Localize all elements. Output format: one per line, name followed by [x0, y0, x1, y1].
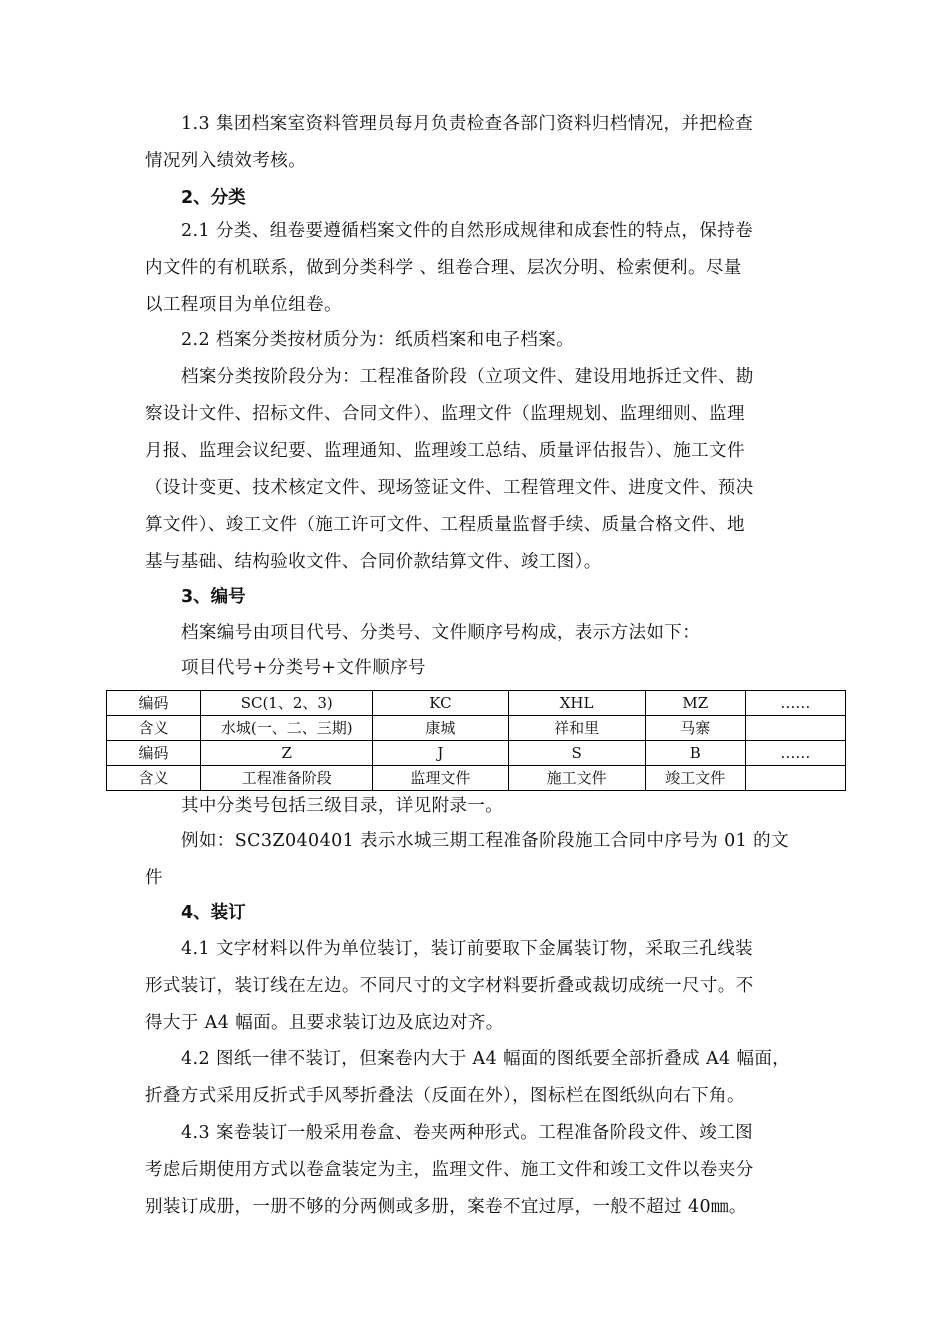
table-row [107, 691, 846, 716]
table-cell: XHL [508, 691, 645, 716]
text-line: 2.2 档案分类按材质分为：纸质档案和电子档案。 [181, 330, 574, 350]
text-line: 档案编号由项目代号、分类号、文件顺序号构成，表示方法如下： [181, 623, 701, 643]
paragraph-4-1 [145, 931, 815, 1042]
table-cell: 祥和里 [508, 716, 645, 741]
table-row [107, 716, 846, 741]
section-heading-binding: 4、装订 [181, 903, 246, 923]
section-heading-numbering: 3、编号 [181, 587, 246, 607]
text-line: 考虑后期使用方式以卷盒装定为主，监理文件、施工文件和竣工文件以卷夹分 [145, 1160, 754, 1180]
text-line: 情况列入绩效考核。 [145, 151, 307, 171]
text-line: 察设计文件、招标文件、合同文件）、监理文件（监理规划、监理细则、监理 [145, 404, 745, 424]
text-line: 例如：SC3Z040401 表示水城三期工程准备阶段施工合同中序号为 01 的文 [181, 831, 789, 851]
table-cell: B [645, 741, 745, 766]
table-row [107, 766, 846, 791]
text-line: （设计变更、技术核定文件、现场签证文件、工程管理文件、进度文件、预决 [145, 478, 754, 498]
table-cell: SC(1、2、3) [201, 691, 373, 716]
table-cell: MZ [645, 691, 745, 716]
section-heading-classification: 2、分类 [181, 188, 246, 208]
table-cell [745, 716, 845, 741]
table-cell: 康城 [373, 716, 508, 741]
table-cell [745, 766, 845, 791]
text-line: 别装订成册，一册不够的分两侧或多册，案卷不宜过厚，一般不超过 40㎜。 [145, 1197, 747, 1217]
table-cell: 含义 [107, 716, 201, 741]
paragraph-stage-classification [145, 359, 815, 581]
text-line: 4.3 案卷装订一般采用卷盒、卷夹两种形式。工程准备阶段文件、竣工图 [181, 1123, 753, 1143]
text-line: 月报、监理会议纪要、监理通知、监理竣工总结、质量评估报告）、施工文件 [145, 441, 745, 461]
table-cell: J [373, 741, 508, 766]
table-cell: 水城(一、二、三期) [201, 716, 373, 741]
paragraph-2-2 [145, 322, 815, 359]
table-cell: 竣工文件 [645, 766, 745, 791]
text-line: 件 [145, 868, 163, 888]
table-cell: 编码 [107, 741, 201, 766]
text-line: 档案分类按阶段分为：工程准备阶段（立项文件、建设用地拆迁文件、勘 [181, 367, 754, 387]
text-line: 得大于 A4 幅面。且要求装订边及底边对齐。 [145, 1013, 504, 1033]
text-line: 算文件）、竣工文件（施工许可文件、工程质量监督手续、质量合格文件、地 [145, 515, 745, 535]
text-line: 其中分类号包括三级目录，详见附录一。 [181, 796, 504, 816]
table-cell: Z [201, 741, 373, 766]
table-cell: …… [745, 741, 845, 766]
code-table [106, 690, 846, 791]
table-row [107, 741, 846, 766]
paragraph-numbering [145, 615, 815, 652]
paragraph-subclass [145, 788, 815, 825]
paragraph-formula [145, 650, 815, 687]
table-cell: KC [373, 691, 508, 716]
text-line: 4.2 图纸一律不装订，但案卷内大于 A4 幅面的图纸要全部折叠成 A4 幅面， [181, 1049, 791, 1069]
table-cell: 编码 [107, 691, 201, 716]
table-cell: 马寨 [645, 716, 745, 741]
table-cell: 监理文件 [373, 766, 508, 791]
paragraph-1-3 [145, 106, 815, 180]
text-line: 基与基础、结构验收文件、合同价款结算文件、竣工图）。 [145, 552, 602, 572]
paragraph-4-2 [145, 1041, 815, 1115]
text-line: 内文件的有机联系，做到分类科学 、组卷合理、层次分明、检索便利。尽量 [145, 258, 742, 278]
table-cell: …… [745, 691, 845, 716]
text-line: 形式装订，装订线在左边。不同尺寸的文字材料要折叠或裁切成统一尺寸。不 [145, 976, 754, 996]
text-line: 折叠方式采用反折式手风琴折叠法（反面在外），图标栏在图纸纵向右下角。 [145, 1086, 745, 1106]
text-line: 4.1 文字材料以件为单位装订，装订前要取下金属装订物，采取三孔线装 [181, 939, 753, 959]
paragraph-2-1 [145, 213, 815, 324]
paragraph-4-3 [145, 1115, 815, 1226]
text-line: 以工程项目为单位组卷。 [145, 295, 342, 315]
text-line: 项目代号+分类号+文件顺序号 [181, 658, 426, 678]
table-cell: 工程准备阶段 [201, 766, 373, 791]
table-cell: 含义 [107, 766, 201, 791]
table-cell: S [508, 741, 645, 766]
text-line: 2.1 分类、组卷要遵循档案文件的自然形成规律和成套性的特点，保持卷 [181, 221, 753, 241]
paragraph-example [145, 823, 815, 897]
table-cell: 施工文件 [508, 766, 645, 791]
text-line: 1.3 集团档案室资料管理员每月负责检查各部门资料归档情况，并把检查 [181, 114, 753, 134]
